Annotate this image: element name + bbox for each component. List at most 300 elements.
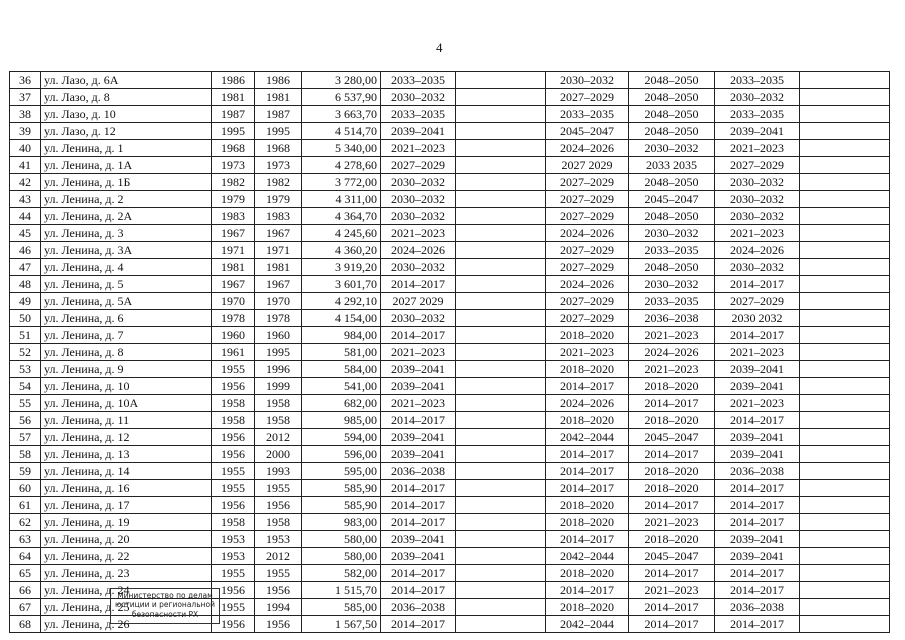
period-1-cell: 2014–2017	[381, 276, 456, 293]
area-cell: 1 567,50	[302, 616, 381, 633]
address-cell: ул. Ленина, д. 8	[41, 344, 212, 361]
period-3-cell: 2036–2038	[629, 310, 715, 327]
period-3-cell: 2033–2035	[629, 242, 715, 259]
area-cell: 4 245,60	[302, 225, 381, 242]
area-cell: 584,00	[302, 361, 381, 378]
empty-cell-cell	[456, 514, 546, 531]
table-row	[10, 361, 890, 378]
period-2-cell: 2027–2029	[546, 310, 629, 327]
empty-cell-cell	[800, 310, 890, 327]
period-4-cell: 2039–2041	[715, 548, 800, 565]
table-row	[10, 429, 890, 446]
period-3-cell: 2048–2050	[629, 89, 715, 106]
period-1-cell: 2021–2023	[381, 140, 456, 157]
period-1-cell: 2014–2017	[381, 514, 456, 531]
empty-cell-cell	[456, 310, 546, 327]
year-renovated-cell: 1971	[255, 242, 302, 259]
period-2-cell: 2027–2029	[546, 89, 629, 106]
period-3-cell: 2018–2020	[629, 463, 715, 480]
year-built-cell: 1953	[212, 531, 255, 548]
address-cell: ул. Ленина, д. 5	[41, 276, 212, 293]
period-3-cell: 2021–2023	[629, 582, 715, 599]
table-row	[10, 531, 890, 548]
period-2-cell: 2014–2017	[546, 463, 629, 480]
year-renovated-cell: 1955	[255, 565, 302, 582]
year-built-cell: 1981	[212, 259, 255, 276]
empty-cell-cell	[800, 361, 890, 378]
period-4-cell: 2033–2035	[715, 72, 800, 89]
empty-cell-cell	[456, 395, 546, 412]
empty-cell-cell	[800, 327, 890, 344]
year-built-cell: 1981	[212, 89, 255, 106]
empty-cell-cell	[800, 72, 890, 89]
address-cell: ул. Ленина, д. 1А	[41, 157, 212, 174]
year-built-cell: 1958	[212, 395, 255, 412]
empty-cell-cell	[456, 480, 546, 497]
area-cell: 541,00	[302, 378, 381, 395]
period-1-cell: 2039–2041	[381, 531, 456, 548]
area-cell: 4 364,70	[302, 208, 381, 225]
period-4-cell: 2039–2041	[715, 378, 800, 395]
stamp-line: безопасности РХ	[131, 609, 199, 619]
area-cell: 6 537,90	[302, 89, 381, 106]
address-cell: ул. Ленина, д. 24	[41, 582, 212, 599]
row-number-cell: 36	[10, 72, 41, 89]
period-1-cell: 2039–2041	[381, 548, 456, 565]
period-2-cell: 2018–2020	[546, 361, 629, 378]
period-1-cell: 2021–2023	[381, 225, 456, 242]
year-built-cell: 1970	[212, 293, 255, 310]
year-renovated-cell: 1981	[255, 89, 302, 106]
empty-cell-cell	[800, 565, 890, 582]
empty-cell-cell	[456, 344, 546, 361]
area-cell: 3 663,70	[302, 106, 381, 123]
period-1-cell: 2014–2017	[381, 327, 456, 344]
area-cell: 595,00	[302, 463, 381, 480]
period-1-cell: 2024–2026	[381, 242, 456, 259]
period-1-cell: 2014–2017	[381, 497, 456, 514]
empty-cell-cell	[800, 225, 890, 242]
table-row	[10, 310, 890, 327]
area-cell: 3 601,70	[302, 276, 381, 293]
year-renovated-cell: 2012	[255, 429, 302, 446]
period-2-cell: 2033–2035	[546, 106, 629, 123]
empty-cell-cell	[456, 293, 546, 310]
row-number-cell: 41	[10, 157, 41, 174]
year-renovated-cell: 1999	[255, 378, 302, 395]
row-number-cell: 50	[10, 310, 41, 327]
empty-cell-cell	[800, 174, 890, 191]
address-cell: ул. Ленина, д. 2А	[41, 208, 212, 225]
empty-cell-cell	[456, 548, 546, 565]
period-2-cell: 2027–2029	[546, 293, 629, 310]
period-4-cell: 2030 2032	[715, 310, 800, 327]
period-3-cell: 2021–2023	[629, 327, 715, 344]
empty-cell-cell	[456, 191, 546, 208]
year-renovated-cell: 1968	[255, 140, 302, 157]
address-cell: ул. Ленина, д. 1Б	[41, 174, 212, 191]
row-number-cell: 54	[10, 378, 41, 395]
period-1-cell: 2027 2029	[381, 293, 456, 310]
year-renovated-cell: 1956	[255, 582, 302, 599]
period-1-cell: 2021–2023	[381, 344, 456, 361]
row-number-cell: 66	[10, 582, 41, 599]
empty-cell-cell	[800, 616, 890, 633]
row-number-cell: 62	[10, 514, 41, 531]
empty-cell-cell	[800, 157, 890, 174]
period-2-cell: 2014–2017	[546, 531, 629, 548]
address-cell: ул. Ленина, д. 3	[41, 225, 212, 242]
empty-cell-cell	[456, 123, 546, 140]
area-cell: 594,00	[302, 429, 381, 446]
period-4-cell: 2030–2032	[715, 259, 800, 276]
table-row	[10, 72, 890, 89]
empty-cell-cell	[800, 378, 890, 395]
empty-cell-cell	[800, 106, 890, 123]
year-built-cell: 1955	[212, 361, 255, 378]
period-3-cell: 2018–2020	[629, 531, 715, 548]
year-built-cell: 1956	[212, 616, 255, 633]
year-renovated-cell: 1958	[255, 412, 302, 429]
period-4-cell: 2014–2017	[715, 616, 800, 633]
period-1-cell: 2014–2017	[381, 565, 456, 582]
row-number-cell: 49	[10, 293, 41, 310]
year-renovated-cell: 1953	[255, 531, 302, 548]
table-row	[10, 276, 890, 293]
year-built-cell: 1956	[212, 497, 255, 514]
period-2-cell: 2027–2029	[546, 242, 629, 259]
period-3-cell: 2048–2050	[629, 123, 715, 140]
empty-cell-cell	[456, 140, 546, 157]
year-renovated-cell: 1970	[255, 293, 302, 310]
table-row	[10, 480, 890, 497]
period-4-cell: 2039–2041	[715, 361, 800, 378]
empty-cell-cell	[800, 123, 890, 140]
address-cell: ул. Ленина, д. 22	[41, 548, 212, 565]
empty-cell-cell	[800, 242, 890, 259]
year-built-cell: 1958	[212, 514, 255, 531]
year-built-cell: 1973	[212, 157, 255, 174]
year-renovated-cell: 1967	[255, 276, 302, 293]
empty-cell-cell	[800, 293, 890, 310]
year-built-cell: 1961	[212, 344, 255, 361]
year-renovated-cell: 1955	[255, 480, 302, 497]
period-4-cell: 2039–2041	[715, 531, 800, 548]
address-cell: ул. Ленина, д. 13	[41, 446, 212, 463]
year-renovated-cell: 1983	[255, 208, 302, 225]
period-2-cell: 2027–2029	[546, 259, 629, 276]
row-number-cell: 42	[10, 174, 41, 191]
period-3-cell: 2033 2035	[629, 157, 715, 174]
empty-cell-cell	[456, 446, 546, 463]
stamp-line: юстиции и региональной	[114, 600, 216, 610]
period-2-cell: 2024–2026	[546, 225, 629, 242]
period-4-cell: 2030–2032	[715, 208, 800, 225]
year-built-cell: 1956	[212, 446, 255, 463]
period-4-cell: 2027–2029	[715, 293, 800, 310]
row-number-cell: 40	[10, 140, 41, 157]
year-renovated-cell: 1994	[255, 599, 302, 616]
period-4-cell: 2014–2017	[715, 565, 800, 582]
period-1-cell: 2014–2017	[381, 582, 456, 599]
year-renovated-cell: 1978	[255, 310, 302, 327]
year-renovated-cell: 1958	[255, 514, 302, 531]
period-1-cell: 2030–2032	[381, 191, 456, 208]
period-2-cell: 2024–2026	[546, 140, 629, 157]
empty-cell-cell	[456, 276, 546, 293]
period-2-cell: 2018–2020	[546, 514, 629, 531]
empty-cell-cell	[800, 89, 890, 106]
year-built-cell: 1953	[212, 548, 255, 565]
table-row	[10, 446, 890, 463]
period-3-cell: 2018–2020	[629, 480, 715, 497]
year-built-cell: 1987	[212, 106, 255, 123]
housing-schedule-table	[9, 71, 890, 633]
period-1-cell: 2039–2041	[381, 361, 456, 378]
period-3-cell: 2048–2050	[629, 106, 715, 123]
empty-cell-cell	[800, 140, 890, 157]
year-renovated-cell: 1956	[255, 616, 302, 633]
empty-cell-cell	[800, 480, 890, 497]
address-cell: ул. Ленина, д. 7	[41, 327, 212, 344]
empty-cell-cell	[800, 395, 890, 412]
year-built-cell: 1955	[212, 599, 255, 616]
address-cell: ул. Ленина, д. 26	[41, 616, 212, 633]
address-cell: ул. Ленина, д. 5А	[41, 293, 212, 310]
year-built-cell: 1958	[212, 412, 255, 429]
row-number-cell: 60	[10, 480, 41, 497]
address-cell: ул. Лазо, д. 12	[41, 123, 212, 140]
period-4-cell: 2021–2023	[715, 344, 800, 361]
address-cell: ул. Ленина, д. 17	[41, 497, 212, 514]
empty-cell-cell	[456, 225, 546, 242]
period-2-cell: 2014–2017	[546, 480, 629, 497]
empty-cell-cell	[456, 242, 546, 259]
year-built-cell: 1955	[212, 565, 255, 582]
period-2-cell: 2027 2029	[546, 157, 629, 174]
period-3-cell: 2014–2017	[629, 616, 715, 633]
year-built-cell: 1983	[212, 208, 255, 225]
row-number-cell: 57	[10, 429, 41, 446]
period-2-cell: 2014–2017	[546, 378, 629, 395]
row-number-cell: 53	[10, 361, 41, 378]
year-built-cell: 1956	[212, 582, 255, 599]
row-number-cell: 55	[10, 395, 41, 412]
period-2-cell: 2018–2020	[546, 412, 629, 429]
period-3-cell: 2045–2047	[629, 548, 715, 565]
row-number-cell: 48	[10, 276, 41, 293]
period-4-cell: 2014–2017	[715, 327, 800, 344]
table-row	[10, 259, 890, 276]
empty-cell-cell	[456, 72, 546, 89]
year-built-cell: 1956	[212, 378, 255, 395]
period-3-cell: 2021–2023	[629, 361, 715, 378]
row-number-cell: 65	[10, 565, 41, 582]
table-row	[10, 174, 890, 191]
period-2-cell: 2024–2026	[546, 395, 629, 412]
address-cell: ул. Ленина, д. 11	[41, 412, 212, 429]
period-2-cell: 2042–2044	[546, 616, 629, 633]
period-2-cell: 2027–2029	[546, 174, 629, 191]
empty-cell-cell	[800, 599, 890, 616]
area-cell: 983,00	[302, 514, 381, 531]
year-built-cell: 1986	[212, 72, 255, 89]
empty-cell-cell	[800, 344, 890, 361]
period-4-cell: 2036–2038	[715, 599, 800, 616]
area-cell: 4 278,60	[302, 157, 381, 174]
year-renovated-cell: 1958	[255, 395, 302, 412]
area-cell: 985,00	[302, 412, 381, 429]
period-2-cell: 2027–2029	[546, 208, 629, 225]
period-1-cell: 2039–2041	[381, 446, 456, 463]
area-cell: 585,90	[302, 497, 381, 514]
period-4-cell: 2033–2035	[715, 106, 800, 123]
period-4-cell: 2014–2017	[715, 514, 800, 531]
table-row	[10, 378, 890, 395]
table-row	[10, 191, 890, 208]
year-built-cell: 1956	[212, 429, 255, 446]
area-cell: 580,00	[302, 531, 381, 548]
year-renovated-cell: 1986	[255, 72, 302, 89]
address-cell: ул. Ленина, д. 1	[41, 140, 212, 157]
period-3-cell: 2048–2050	[629, 208, 715, 225]
area-cell: 581,00	[302, 344, 381, 361]
area-cell: 4 311,00	[302, 191, 381, 208]
period-2-cell: 2030–2032	[546, 72, 629, 89]
empty-cell-cell	[800, 191, 890, 208]
address-cell: ул. Ленина, д. 4	[41, 259, 212, 276]
empty-cell-cell	[800, 259, 890, 276]
year-renovated-cell: 1995	[255, 344, 302, 361]
empty-cell-cell	[456, 616, 546, 633]
address-cell: ул. Ленина, д. 9	[41, 361, 212, 378]
year-built-cell: 1967	[212, 276, 255, 293]
period-3-cell: 2014–2017	[629, 395, 715, 412]
row-number-cell: 39	[10, 123, 41, 140]
period-2-cell: 2014–2017	[546, 446, 629, 463]
area-cell: 582,00	[302, 565, 381, 582]
year-renovated-cell: 2012	[255, 548, 302, 565]
ministry-stamp	[110, 588, 220, 624]
period-4-cell: 2014–2017	[715, 480, 800, 497]
period-1-cell: 2021–2023	[381, 395, 456, 412]
year-renovated-cell: 1967	[255, 225, 302, 242]
period-1-cell: 2039–2041	[381, 123, 456, 140]
period-4-cell: 2014–2017	[715, 412, 800, 429]
period-3-cell: 2030–2032	[629, 225, 715, 242]
empty-cell-cell	[800, 531, 890, 548]
page-number: 4	[436, 40, 443, 55]
year-renovated-cell: 2000	[255, 446, 302, 463]
year-renovated-cell: 1996	[255, 361, 302, 378]
period-2-cell: 2018–2020	[546, 565, 629, 582]
period-3-cell: 2048–2050	[629, 174, 715, 191]
period-3-cell: 2021–2023	[629, 514, 715, 531]
table-row	[10, 242, 890, 259]
row-number-cell: 56	[10, 412, 41, 429]
year-built-cell: 1995	[212, 123, 255, 140]
year-built-cell: 1968	[212, 140, 255, 157]
address-cell: ул. Ленина, д. 2	[41, 191, 212, 208]
period-1-cell: 2036–2038	[381, 599, 456, 616]
period-1-cell: 2014–2017	[381, 412, 456, 429]
address-cell: ул. Лазо, д. 8	[41, 89, 212, 106]
period-1-cell: 2033–2035	[381, 106, 456, 123]
address-cell: ул. Ленина, д. 19	[41, 514, 212, 531]
period-4-cell: 2021–2023	[715, 225, 800, 242]
row-number-cell: 58	[10, 446, 41, 463]
area-cell: 5 340,00	[302, 140, 381, 157]
address-cell: ул. Лазо, д. 10	[41, 106, 212, 123]
table-row	[10, 123, 890, 140]
period-4-cell: 2036–2038	[715, 463, 800, 480]
period-3-cell: 2030–2032	[629, 140, 715, 157]
period-2-cell: 2018–2020	[546, 497, 629, 514]
empty-cell-cell	[456, 429, 546, 446]
period-1-cell: 2014–2017	[381, 480, 456, 497]
table-body	[10, 72, 890, 633]
year-built-cell: 1982	[212, 174, 255, 191]
row-number-cell: 51	[10, 327, 41, 344]
row-number-cell: 61	[10, 497, 41, 514]
row-number-cell: 37	[10, 89, 41, 106]
empty-cell-cell	[456, 497, 546, 514]
empty-cell-cell	[456, 174, 546, 191]
year-built-cell: 1960	[212, 327, 255, 344]
table-row	[10, 463, 890, 480]
row-number-cell: 38	[10, 106, 41, 123]
row-number-cell: 63	[10, 531, 41, 548]
empty-cell-cell	[800, 446, 890, 463]
area-cell: 585,00	[302, 599, 381, 616]
empty-cell-cell	[456, 208, 546, 225]
period-4-cell: 2024–2026	[715, 242, 800, 259]
period-1-cell: 2027–2029	[381, 157, 456, 174]
address-cell: ул. Ленина, д. 14	[41, 463, 212, 480]
area-cell: 585,90	[302, 480, 381, 497]
period-2-cell: 2045–2047	[546, 123, 629, 140]
period-2-cell: 2018–2020	[546, 599, 629, 616]
area-cell: 4 292,10	[302, 293, 381, 310]
area-cell: 596,00	[302, 446, 381, 463]
table-row	[10, 344, 890, 361]
table-row	[10, 395, 890, 412]
table-row	[10, 225, 890, 242]
year-built-cell: 1978	[212, 310, 255, 327]
period-3-cell: 2033–2035	[629, 293, 715, 310]
row-number-cell: 43	[10, 191, 41, 208]
period-3-cell: 2024–2026	[629, 344, 715, 361]
year-renovated-cell: 1987	[255, 106, 302, 123]
period-4-cell: 2030–2032	[715, 191, 800, 208]
table-row	[10, 157, 890, 174]
empty-cell-cell	[456, 157, 546, 174]
period-2-cell: 2021–2023	[546, 344, 629, 361]
period-1-cell: 2033–2035	[381, 72, 456, 89]
empty-cell-cell	[800, 582, 890, 599]
table-row	[10, 327, 890, 344]
period-4-cell: 2030–2032	[715, 89, 800, 106]
area-cell: 4 154,00	[302, 310, 381, 327]
period-4-cell: 2014–2017	[715, 276, 800, 293]
period-2-cell: 2018–2020	[546, 327, 629, 344]
row-number-cell: 59	[10, 463, 41, 480]
year-renovated-cell: 1993	[255, 463, 302, 480]
empty-cell-cell	[800, 208, 890, 225]
year-renovated-cell: 1956	[255, 497, 302, 514]
period-3-cell: 2014–2017	[629, 565, 715, 582]
address-cell: ул. Ленина, д. 25	[41, 599, 212, 616]
